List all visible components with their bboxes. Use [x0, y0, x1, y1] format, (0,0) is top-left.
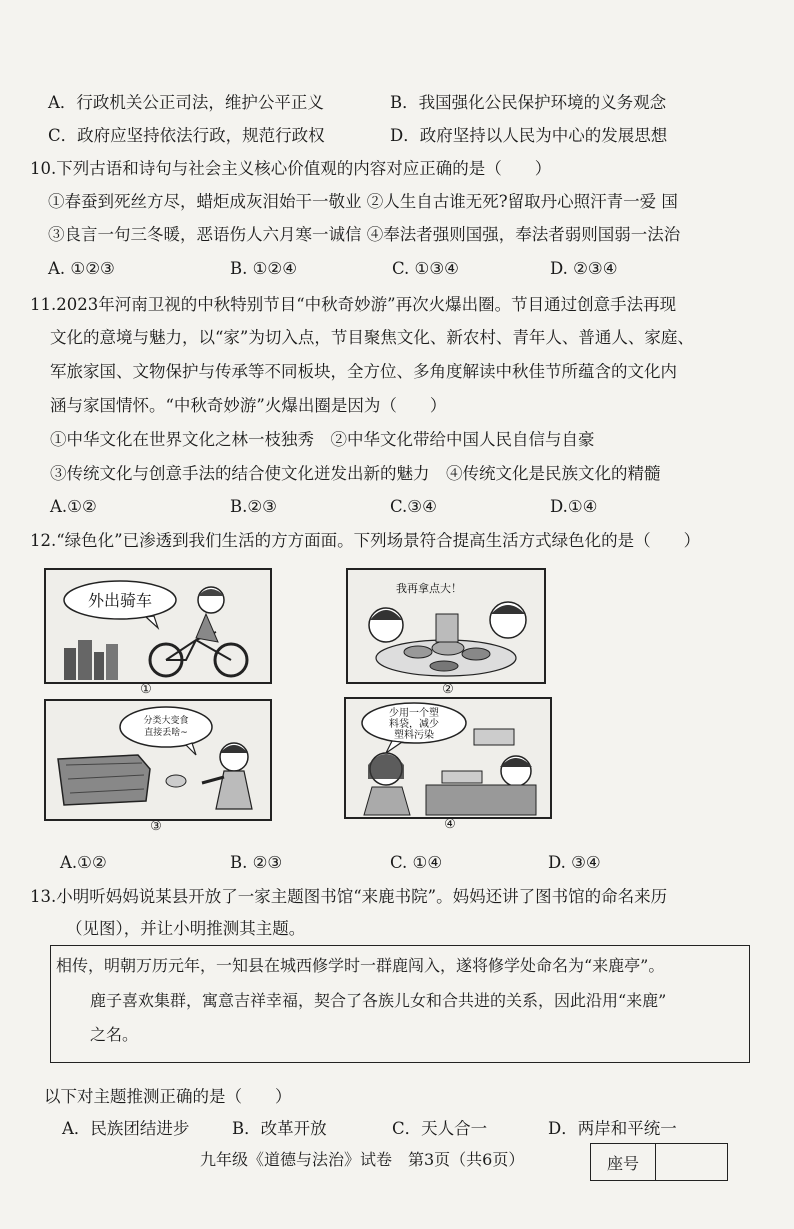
q10-option-a: A. ①②③ — [48, 259, 115, 278]
q9-option-b: B．我国强化公民保护环境的义务观念 — [390, 93, 667, 112]
q9-option-c: C．政府应坚持依法行政，规范行政权 — [48, 126, 325, 145]
seat-number-field[interactable] — [656, 1144, 727, 1180]
q11-option-a: A.①② — [50, 497, 97, 516]
q11-item-1: ①中华文化在世界文化之林一枝独秀 ②中华文化带给中国人民自信与自豪 — [50, 430, 595, 449]
cartoon-panel-littering — [44, 699, 272, 821]
panel-3-bubble-line-2: 直接丢啥~ — [144, 728, 188, 738]
panel-2-label: ② — [442, 682, 454, 697]
panel-2-bubble-text: 我再拿点大！ — [396, 582, 462, 595]
q10-item-2: ③良言一句三冬暖，恶语伤人六月寒一诚信 ④奉法者强则国强，奉法者弱则国弱一法治 — [48, 225, 681, 244]
q11-stem-line-2: 文化的意境与魅力，以“家”为切入点，节目聚焦文化、新农村、青年人、普通人、家庭、 — [50, 328, 694, 347]
q12-option-c: C. ①④ — [390, 853, 443, 872]
q11-item-2: ③传统文化与创意手法的结合使文化迸发出新的魅力 ④传统文化是民族文化的精髓 — [50, 464, 661, 483]
q11-option-d: D.①④ — [550, 497, 598, 516]
q12-option-a: A.①② — [60, 853, 107, 872]
cartoon-panel-cycling — [44, 568, 272, 684]
page-footer: 九年级《道德与法治》试卷 第3页（共6页） — [200, 1150, 525, 1169]
q13-option-c: C．天人合一 — [392, 1119, 488, 1138]
legend-quote-line-1: 相传，明朝万历元年，一知县在城西修学时一群鹿闯入，遂将修学处命名为“来鹿亭”。 — [56, 956, 665, 975]
q11-stem-line-4: 涵与家国情怀。“中秋奇妙游”火爆出圈是因为（ ） — [50, 396, 447, 415]
q11-option-c: C.③④ — [390, 497, 437, 516]
seat-number-box — [590, 1143, 728, 1181]
q13-option-d: D．两岸和平统一 — [548, 1119, 677, 1138]
cartoon-panel-plastic-bag — [344, 697, 552, 819]
q10-option-c: C. ①③④ — [392, 259, 459, 278]
panel-4-bubble-line-3: 塑料污染 — [394, 730, 434, 741]
legend-quote-line-2: 鹿子喜欢集群，寓意吉祥幸福，契合了各族儿女和合共进的关系，因此沿用“来鹿” — [90, 991, 667, 1010]
q10-stem: 10.下列古语和诗句与社会主义核心价值观的内容对应正确的是（ ） — [30, 159, 552, 178]
q11-option-b: B.②③ — [230, 497, 277, 516]
q13-stem-line-1: 13.小明听妈妈说某县开放了一家主题图书馆“来鹿书院”。妈妈还讲了图书馆的命名来历 — [30, 887, 668, 906]
cycling-illustration — [46, 570, 270, 682]
q11-stem-line-3: 军旅家国、文物保护与传承等不同板块，全方位、多角度解读中秋佳节所蕴含的文化内 — [50, 362, 677, 381]
panel-3-label: ③ — [150, 819, 162, 834]
q12-option-d: D. ③④ — [548, 853, 601, 872]
q13-option-a: A．民族团结进步 — [62, 1119, 190, 1138]
q10-item-1: ①春蚕到死丝方尽，蜡炬成灰泪始干一敬业 ②人生自古谁无死?留取丹心照汗青一爱 国 — [48, 192, 678, 211]
panel-1-bubble-text: 外出骑车 — [87, 591, 153, 610]
q9-option-d: D．政府坚持以人民为中心的发展思想 — [390, 126, 668, 145]
feast-illustration — [348, 570, 544, 682]
q10-option-b: B. ①②④ — [230, 259, 297, 278]
q12-option-b: B. ②③ — [230, 853, 283, 872]
legend-quote-line-3: 之名。 — [90, 1025, 139, 1044]
cartoon-panel-feast — [346, 568, 546, 684]
panel-4-bubble-line-2: 料袋，减少 — [389, 719, 439, 730]
q10-option-d: D. ②③④ — [550, 259, 618, 278]
q13-option-b: B．改革开放 — [232, 1119, 327, 1138]
q9-option-a: A．行政机关公正司法，维护公平正义 — [48, 93, 324, 112]
plastic-bag-illustration — [346, 699, 550, 817]
q13-stem-line-2: （见图），并让小明推测其主题。 — [66, 919, 306, 938]
panel-1-label: ① — [140, 682, 152, 697]
littering-illustration — [46, 701, 270, 819]
q12-stem: 12.“绿色化”已渗透到我们生活的方方面面。下列场景符合提高生活方式绿色化的是（ ） — [30, 531, 701, 550]
q13-question: 以下对主题推测正确的是（ ） — [44, 1087, 292, 1106]
seat-number-label: 座号 — [591, 1144, 656, 1180]
panel-3-bubble-line-1: 分类大变食 — [143, 716, 189, 726]
panel-4-bubble-line-1: 少用一个塑 — [389, 708, 439, 719]
panel-4-label: ④ — [444, 817, 456, 832]
q11-stem-line-1: 11.2023年河南卫视的中秋特别节目“中秋奇妙游”再次火爆出圈。节目通过创意手法再现 — [30, 295, 677, 314]
